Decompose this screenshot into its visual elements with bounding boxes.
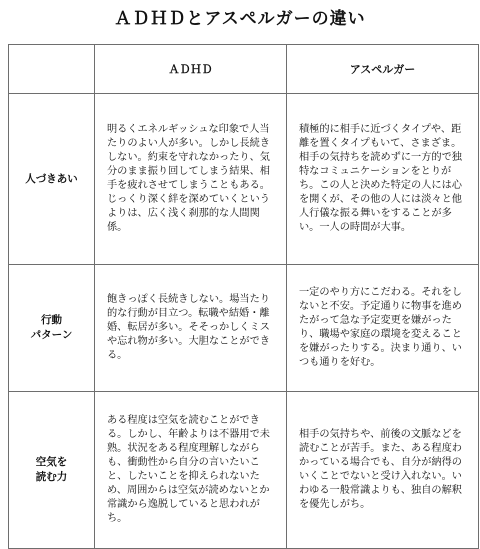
column-header-adhd: ＡＤＨＤ bbox=[95, 45, 287, 94]
row-label-behavior-pattern bbox=[9, 265, 95, 392]
row-label-text: 空気を 読む力 bbox=[35, 456, 68, 483]
table-row bbox=[9, 265, 479, 392]
cell-text: 相手の気持ちや、前後の文脈などを読むことが苦手。また、ある程度わかっている場合でも、自分が納得のいくことでないと受け入れない。いわゆる一般常識よりも、独自の解釈を優先しがち。 bbox=[299, 429, 462, 510]
column-header-asperger: アスペルガー bbox=[287, 45, 479, 94]
cell-asperger-atmosphere bbox=[287, 392, 479, 549]
cell-adhd-relationships bbox=[95, 94, 287, 265]
cell-text: 一定のやり方にこだわる。それをしないと不安。予定通りに物事を進めたがって急な予定変更を嫌がったり、職場や家庭の環境を変えることを嫌がったりする。決まり通り、いつも通りを好む。 bbox=[299, 287, 462, 368]
row-label-reading-atmosphere bbox=[9, 392, 95, 549]
cell-asperger-relationships bbox=[287, 94, 479, 265]
row-label-text: 行動 パターン bbox=[30, 314, 73, 341]
cell-adhd-behavior bbox=[95, 265, 287, 392]
cell-text: 明るくエネルギッシュな印象で人当たりのよい人が多い。しかし長続きしない。約束を守れなかったり、気分のまま振り回してしまう結果、相手を疲れさせてしまうこともある。じっくり深く絆を深めていくというよりは、広く浅く刹那的な人間関係。 bbox=[107, 124, 270, 233]
comparison-table bbox=[8, 44, 479, 549]
table-header-row bbox=[9, 45, 479, 94]
table-row bbox=[9, 94, 479, 265]
corner-header-cell bbox=[9, 45, 95, 94]
page-title: ＡＤＨＤとアスペルガーの違い bbox=[114, 9, 366, 29]
cell-text: 積極的に相手に近づくタイプや、距離を置くタイプもいて、さまざま。相手の気持ちを読めずに一方的で独特なコミュニケーションをとりがち。この人と決めた特定の人には心を開くが、その他の人には淡々と他人行儀な振る舞いをすることが多い。一人の時間が大事。 bbox=[299, 124, 462, 233]
cell-adhd-atmosphere bbox=[95, 392, 287, 549]
cell-text: 飽きっぽく長続きしない。場当たり的な行動が目立つ。転職や結婚・離婚、転居が多い。そそっかしくミスや忘れ物が多い。大胆なことができる。 bbox=[107, 294, 270, 361]
row-label-relationships bbox=[9, 94, 95, 265]
table-row bbox=[9, 392, 479, 549]
cell-text: ある程度は空気を読むことができる。しかし、年齢よりは不器用で未熟。状況をある程度理解しながらも、衝動性から自分の言いたいこと、したいことを抑えられないため、周囲からは空気が読めないとか常識から逸脱していると思われがち。 bbox=[107, 415, 270, 524]
cell-asperger-behavior bbox=[287, 265, 479, 392]
row-label-text: 人づきあい bbox=[25, 172, 78, 185]
